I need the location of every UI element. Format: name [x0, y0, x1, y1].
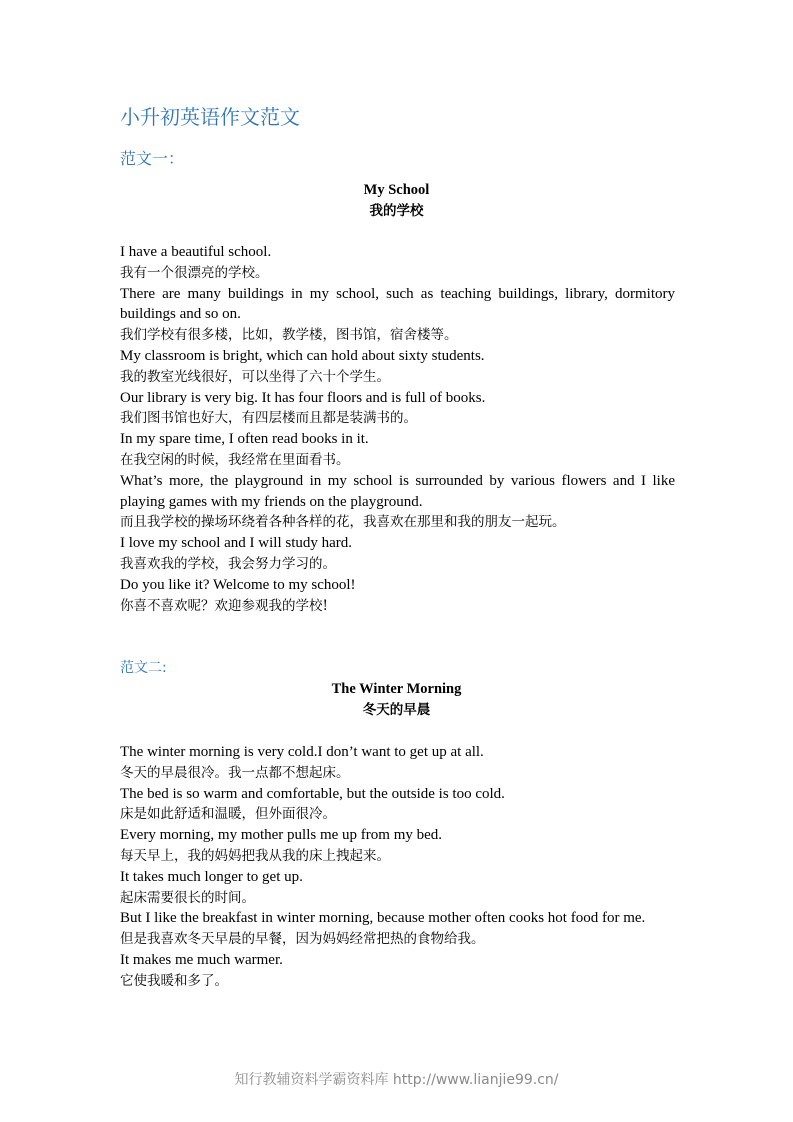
english-text-line: The winter morning is very cold.I don’t want to get up at all.: [120, 744, 484, 760]
english-text-line: Do you like it? Welcome to my school!: [120, 576, 356, 593]
english-text-line: The bed is so warm and comfortable, but the outside is too cold.: [120, 785, 505, 802]
essay-1-heading: 范文一：: [120, 149, 185, 168]
chinese-text-line: 但是我喜欢冬天早晨的早餐，因为妈妈经常把热的食物给我。: [120, 931, 485, 948]
english-text-line: In my spare time, I often read books in it.: [120, 431, 369, 448]
chinese-text-line: 每天早上，我的妈妈把我从我的床上拽起来。: [120, 847, 390, 864]
english-text-line: What’s more, the playground in my school is surrounded by various flowers and I like playing games with my friends on the playground.: [120, 472, 675, 510]
chinese-text-line: 我的教室光线很好，可以坐得了六十个学生。: [120, 368, 390, 385]
chinese-text-line: 在我空闲的时候，我经常在里面看书。: [120, 451, 350, 468]
document-title: 小升初英语作文范文: [120, 105, 300, 129]
chinese-text-line: 我们学校有很多楼，比如，教学楼，图书馆，宿舍楼等。: [120, 327, 458, 344]
english-text-line: I love my school and I will study hard.: [120, 535, 353, 552]
english-text-line: Every morning, my mother pulls me up from my bed.: [120, 827, 443, 844]
page-footer: 知行教辅资料学霸资料库 http://www.lianjie99.cn/: [234, 1072, 559, 1088]
chinese-text-line: 它使我暖和多了。: [120, 972, 228, 989]
english-text-line: It takes much longer to get up.: [120, 868, 303, 885]
english-text-line: There are many buildings in my school, such as teaching buildings, library, dormitory buildings and so on.: [120, 285, 675, 323]
chinese-text-line: 我喜欢我的学校，我会努力学习的。: [120, 555, 336, 572]
essay-2-heading: 范文二:: [120, 660, 167, 676]
chinese-text-line: 而且我学校的操场环绕着各种各样的花，我喜欢在那里和我的朋友一起玩。: [120, 514, 566, 531]
essay-1-title: My School: [363, 182, 430, 198]
chinese-text-line: 我们图书馆也好大，有四层楼而且都是装满书的。: [120, 410, 417, 427]
essay-2-body: [120, 742, 675, 992]
essay-2-title: The Winter Morning: [331, 681, 462, 697]
chinese-text-line: 床是如此舒适和温暖，但外面很冷。: [120, 806, 336, 823]
chinese-text-line: 你喜不喜欢呢？欢迎参观我的学校!: [120, 597, 328, 614]
chinese-text-line: 我有一个很漂亮的学校。: [120, 264, 269, 281]
english-text-line: My classroom is bright, which can hold about sixty students.: [120, 347, 485, 364]
english-text-line: I have a beautiful school.: [120, 244, 272, 260]
english-text-line: It makes me much warmer.: [120, 951, 283, 968]
english-text-line: Our library is very big. It has four floors and is full of books.: [120, 389, 486, 406]
chinese-text-line: 起床需要很长的时间。: [120, 889, 255, 906]
essay-2-subtitle: 冬天的早晨: [362, 702, 431, 718]
chinese-text-line: 冬天的早晨很冷。我一点都不想起床。: [120, 764, 350, 781]
essay-1-body: [120, 242, 675, 616]
essay-1-subtitle: 我的学校: [369, 203, 424, 219]
english-text-line: But I like the breakfast in winter morning, because mother often cooks hot food for me.: [120, 910, 646, 927]
